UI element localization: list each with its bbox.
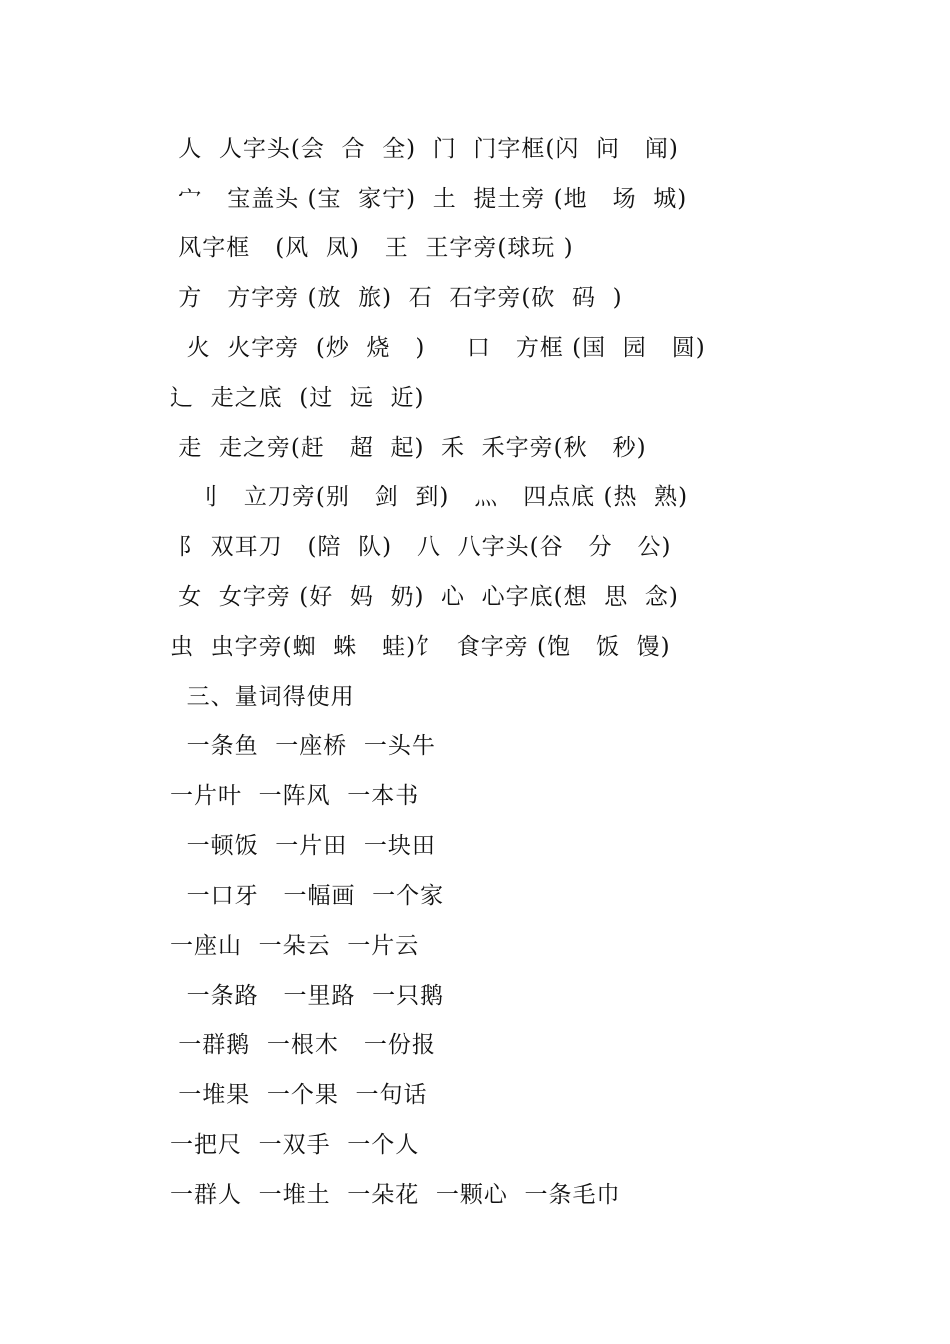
measure-line-3: 一顿饭 一片田 一块田	[170, 833, 436, 859]
radical-line-11: 虫 虫字旁(蜘 蛛 蛙)饣 食字旁 (饱 饭 馒)	[170, 634, 671, 660]
measure-line-10: 一群人 一堆土 一朵花 一颗心 一条毛巾	[170, 1182, 621, 1208]
radical-line-9: 阝 双耳刀 (陪 队) 八 八字头(谷 分 公)	[170, 534, 672, 560]
radical-line-1: 人 人字头(会 合 全) 门 门字框(闪 问 闻)	[170, 136, 679, 162]
radical-line-3: 风字框 (风 凤) 王 王字旁(球玩 )	[170, 235, 574, 261]
section-heading: 三、量词得使用	[170, 684, 355, 710]
measure-line-5: 一座山 一朵云 一片云	[170, 933, 420, 959]
measure-line-6: 一条路 一里路 一只鹅	[170, 983, 445, 1009]
measure-line-9: 一把尺 一双手 一个人	[170, 1132, 420, 1158]
measure-line-2: 一片叶 一阵风 一本书	[170, 783, 420, 809]
measure-line-8: 一堆果 一个果 一句话	[170, 1082, 428, 1108]
measure-line-4: 一口牙 一幅画 一个家	[170, 883, 445, 909]
measure-line-7: 一群鹅 一根木 一份报	[170, 1032, 436, 1058]
radical-line-10: 女 女字旁 (好 妈 奶) 心 心字底(想 思 念)	[170, 584, 679, 610]
radical-line-8: 刂 立刀旁(别 剑 到) 灬 四点底 (热 熟)	[170, 484, 689, 510]
radical-line-4: 方 方字旁 (放 旅) 石 石字旁(砍 码 )	[170, 285, 623, 311]
radical-line-5: 火 火字旁 (炒 烧 ) 口 方框 (国 园 圆)	[170, 335, 706, 361]
radical-line-6: 辶 走之底 (过 远 近)	[170, 385, 425, 411]
radical-line-2: 宀 宝盖头 (宝 家宁) 土 提土旁 (地 场 城)	[170, 186, 688, 212]
radical-line-7: 走 走之旁(赶 超 起) 禾 禾字旁(秋 秒)	[170, 435, 647, 461]
measure-line-1: 一条鱼 一座桥 一头牛	[170, 733, 436, 759]
